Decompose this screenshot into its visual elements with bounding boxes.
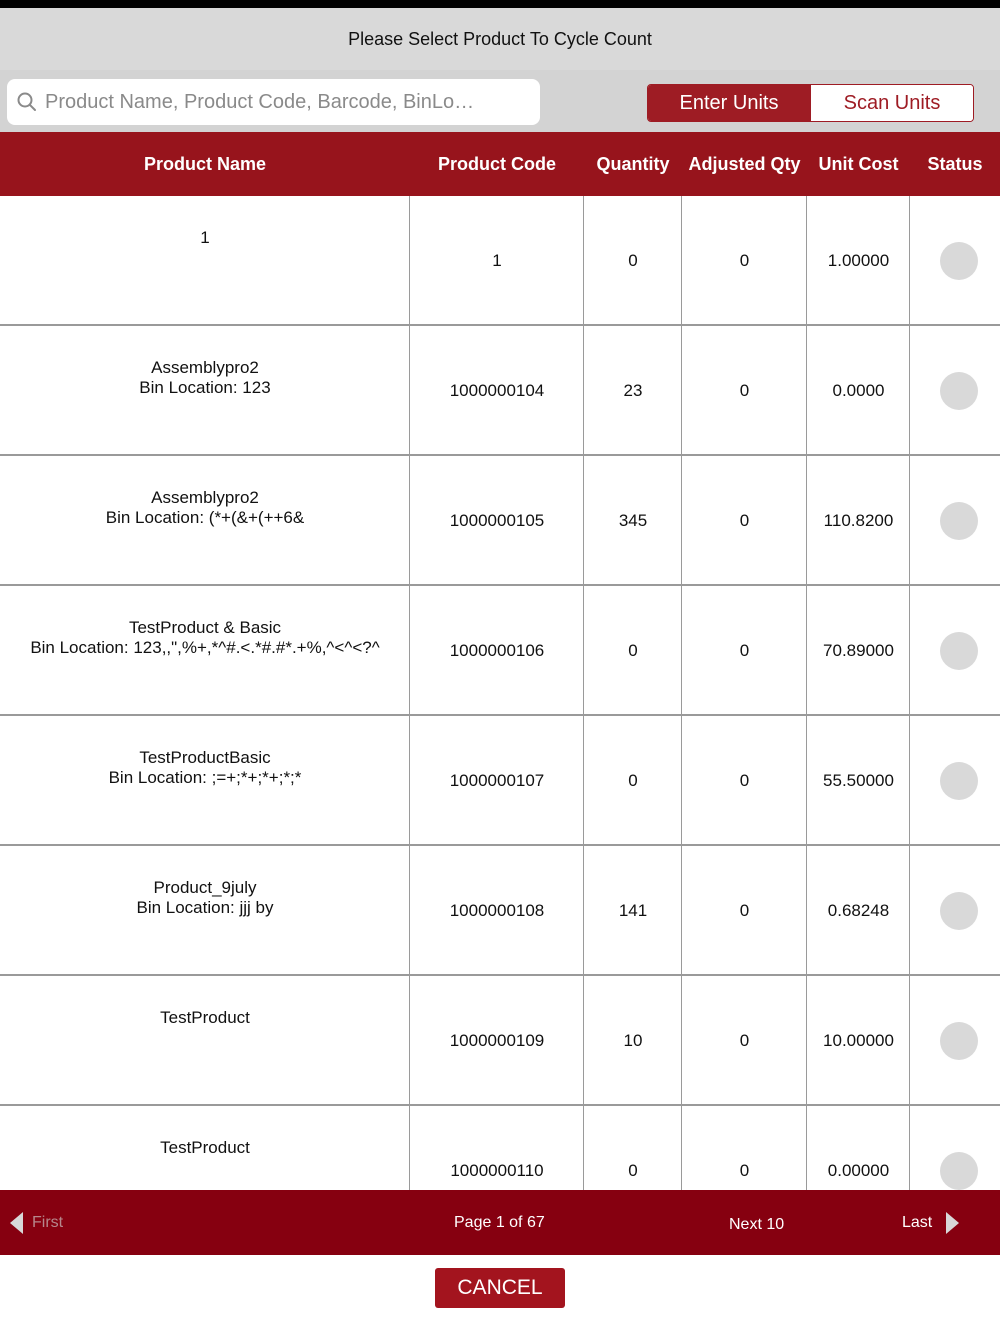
product-code-cell: 1000000107	[449, 771, 545, 790]
product-name-cell	[0, 456, 410, 586]
unit-cost-cell: 55.50000	[823, 771, 894, 790]
adjusted-qty-cell: 0	[739, 901, 750, 920]
adjusted-qty-cell: 0	[739, 511, 750, 530]
product-name: TestProduct	[160, 1008, 250, 1027]
status-bar	[0, 0, 1000, 8]
quantity-cell: 0	[628, 251, 638, 270]
product-name-cell	[0, 196, 410, 326]
product-name: TestProduct	[160, 1138, 250, 1157]
product-table	[0, 196, 1000, 1190]
table-row[interactable]	[0, 976, 1000, 1106]
units-mode-toggle	[647, 84, 974, 122]
column-header-quantity[interactable]: Quantity	[596, 153, 670, 174]
product-name: TestProduct & Basic	[128, 618, 282, 637]
adjusted-qty-cell: 0	[739, 641, 750, 660]
search-icon	[17, 92, 37, 112]
page-title: Please Select Product To Cycle Count	[348, 28, 652, 49]
table-row[interactable]	[0, 326, 1000, 456]
cancel-button[interactable]: CANCEL	[435, 1268, 565, 1308]
next-10-button[interactable]: Next 10	[729, 1215, 785, 1233]
status-indicator[interactable]	[940, 632, 978, 670]
quantity-cell: 0	[628, 641, 638, 660]
status-indicator[interactable]	[940, 502, 978, 540]
product-code-cell: 1000000104	[449, 381, 545, 400]
toolbar	[0, 70, 1000, 132]
table-row[interactable]	[0, 456, 1000, 586]
page-indicator: Page 1 of 67	[454, 1213, 545, 1231]
status-indicator[interactable]	[940, 892, 978, 930]
product-code-cell: 1000000108	[449, 901, 545, 920]
status-indicator[interactable]	[940, 372, 978, 410]
table-header	[0, 132, 1000, 196]
product-name-cell	[0, 846, 410, 976]
column-header-product-code[interactable]: Product Code	[437, 153, 556, 174]
product-code-cell: 1	[492, 251, 502, 270]
product-code-cell: 1000000106	[449, 641, 545, 660]
unit-cost-cell: 10.00000	[823, 1031, 894, 1050]
status-indicator[interactable]	[940, 762, 978, 800]
column-header-product-name[interactable]: Product Name	[143, 153, 267, 174]
adjusted-qty-cell: 0	[739, 771, 750, 790]
bin-location: Bin Location: 123	[139, 378, 271, 397]
table-row[interactable]	[0, 716, 1000, 846]
first-page-button[interactable]	[10, 1190, 63, 1255]
product-name-cell	[0, 326, 410, 456]
adjusted-qty-cell: 0	[739, 381, 750, 400]
adjusted-qty-cell: 0	[739, 1031, 750, 1050]
unit-cost-cell: 110.8200	[823, 511, 894, 530]
bin-location: Bin Location: jjj by	[136, 898, 274, 917]
chevron-right-icon	[946, 1212, 959, 1234]
unit-cost-cell: 70.89000	[823, 641, 894, 660]
unit-cost-cell: 0.00000	[827, 1161, 890, 1180]
bin-location: Bin Location: 123,,",%+,*^#.<.*#.#*.+%,^<^<?^	[30, 638, 380, 657]
bin-location: Bin Location: (*+(&+(++6&	[105, 508, 305, 527]
unit-cost-cell: 0.0000	[832, 381, 885, 400]
adjusted-qty-cell: 0	[739, 1161, 750, 1180]
product-name: 1	[200, 228, 210, 247]
footer	[0, 1255, 1000, 1334]
last-page-button[interactable]	[902, 1190, 959, 1255]
table-row[interactable]	[0, 846, 1000, 976]
product-name-cell	[0, 586, 410, 716]
quantity-cell: 10	[623, 1031, 643, 1050]
product-name: TestProductBasic	[139, 748, 271, 767]
search-input[interactable]	[45, 91, 515, 114]
quantity-cell: 23	[623, 381, 643, 400]
product-name-cell	[0, 976, 410, 1106]
quantity-cell: 345	[618, 511, 648, 530]
adjusted-qty-cell: 0	[739, 251, 750, 270]
quantity-cell: 141	[618, 901, 648, 920]
chevron-left-icon	[10, 1212, 23, 1234]
pagination-bar	[0, 1190, 1000, 1255]
scan-units-button[interactable]: Scan Units	[810, 85, 973, 121]
page-title-bar	[0, 8, 1000, 70]
product-name-cell	[0, 716, 410, 846]
unit-cost-cell: 1.00000	[827, 251, 890, 270]
column-header-adjusted-qty[interactable]: Adjusted Qty	[688, 153, 801, 174]
table-row[interactable]	[0, 1106, 1000, 1190]
table-row[interactable]	[0, 196, 1000, 326]
enter-units-button[interactable]: Enter Units	[648, 85, 810, 121]
column-header-unit-cost[interactable]: Unit Cost	[818, 153, 899, 174]
status-indicator[interactable]	[940, 1022, 978, 1060]
quantity-cell: 0	[628, 771, 638, 790]
product-name: Product_9july	[153, 878, 257, 897]
last-page-label: Last	[902, 1213, 933, 1231]
unit-cost-cell: 0.68248	[827, 901, 890, 920]
product-name: Assemblypro2	[151, 358, 259, 377]
status-indicator[interactable]	[940, 1152, 978, 1190]
product-code-cell: 1000000109	[449, 1031, 545, 1050]
product-name: Assemblypro2	[151, 488, 259, 507]
product-name-cell	[0, 1106, 410, 1190]
quantity-cell: 0	[628, 1161, 638, 1180]
status-indicator[interactable]	[940, 242, 978, 280]
product-code-cell: 1000000105	[449, 511, 545, 530]
table-row[interactable]	[0, 586, 1000, 716]
product-code-cell: 1000000110	[450, 1161, 544, 1180]
column-header-status[interactable]: Status	[927, 153, 983, 174]
search-box[interactable]	[7, 79, 540, 125]
first-page-label: First	[32, 1213, 64, 1231]
bin-location: Bin Location: ;=+;*+;*+;*;*	[108, 768, 302, 787]
